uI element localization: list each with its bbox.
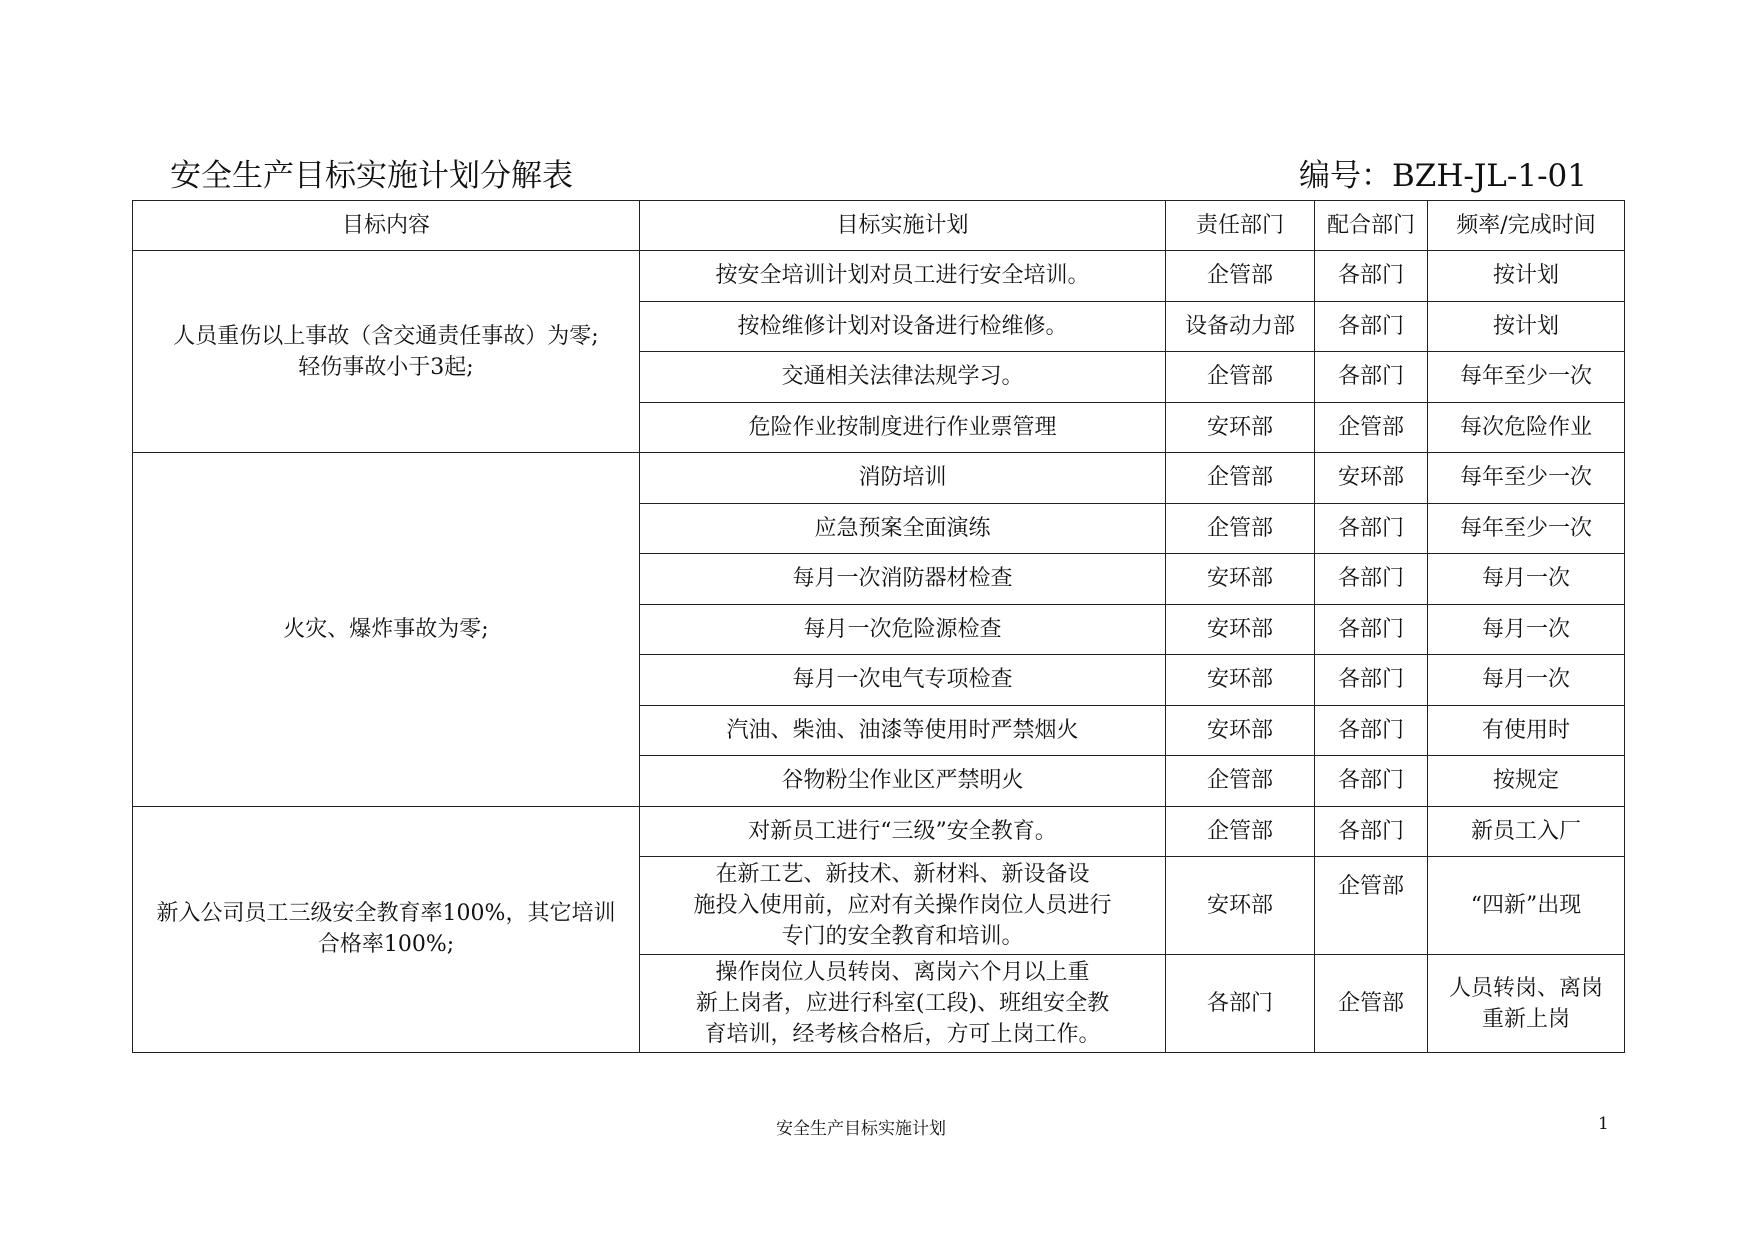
plan-cell <box>640 857 1166 955</box>
goal-cell <box>133 453 640 807</box>
page-number: 1 <box>1598 1114 1609 1134</box>
freq-line: “四新”出现 <box>1470 893 1582 918</box>
freq-cell <box>1428 806 1625 857</box>
coop-cell: 企管部 <box>1315 402 1428 453</box>
plan-cell: 按安全培训计划对员工进行安全培训。 <box>640 251 1166 302</box>
coop-cell: 企管部 <box>1315 857 1428 955</box>
dept-cell: 企管部 <box>1166 756 1315 807</box>
freq-cell: 每月一次 <box>1428 554 1625 605</box>
freq-cell <box>1428 857 1625 955</box>
header-freq: 频率/完成时间 <box>1428 201 1625 251</box>
freq-cell: 每年至少一次 <box>1428 453 1625 504</box>
freq-cell <box>1428 955 1625 1053</box>
coop-cell: 安环部 <box>1315 453 1428 504</box>
plan-cell <box>640 955 1166 1053</box>
freq-cell: 有使用时 <box>1428 705 1625 756</box>
dept-cell: 企管部 <box>1166 352 1315 403</box>
freq-line: 人员转岗、离岗 <box>1448 975 1603 1001</box>
freq-cell: 按计划 <box>1428 301 1625 352</box>
footer-text: 安全生产目标实施计划 <box>776 1119 946 1139</box>
table-row <box>133 453 1625 504</box>
coop-cell: 各部门 <box>1315 756 1428 807</box>
goal-cell <box>133 251 640 453</box>
plan-cell: 谷物粉尘作业区严禁明火 <box>640 756 1166 807</box>
document-title: 安全生产目标实施计划分解表 <box>170 158 573 194</box>
plan-line: 育培训，经考核合格后，方可上岗工作。 <box>704 1022 1101 1047</box>
coop-cell: 各部门 <box>1315 503 1428 554</box>
coop-cell: 各部门 <box>1315 301 1428 352</box>
plan-cell: 应急预案全面演练 <box>640 503 1166 554</box>
plan-cell: 每月一次消防器材检查 <box>640 554 1166 605</box>
plan-cell: 汽油、柴油、油漆等使用时严禁烟火 <box>640 705 1166 756</box>
goal-line: 新入公司员工三级安全教育率100%，其它培训 <box>156 901 616 927</box>
dept-cell: 安环部 <box>1166 655 1315 706</box>
coop-cell: 各部门 <box>1315 705 1428 756</box>
plan-line: 操作岗位人员转岗、离岗六个月以上重 <box>715 960 1090 985</box>
safety-plan-table <box>132 200 1625 1053</box>
header-coop: 配合部门 <box>1315 201 1428 251</box>
dept-cell: 安环部 <box>1166 554 1315 605</box>
plan-cell: 每月一次危险源检查 <box>640 604 1166 655</box>
freq-cell: 每年至少一次 <box>1428 352 1625 403</box>
dept-cell: 安环部 <box>1166 604 1315 655</box>
goal-line: 轻伤事故小于3起; <box>298 354 474 380</box>
plan-cell: 交通相关法律法规学习。 <box>640 352 1166 403</box>
table-row <box>133 806 1625 857</box>
plan-cell <box>640 806 1166 857</box>
freq-line: 新员工入厂 <box>1470 818 1581 844</box>
freq-cell: 每次危险作业 <box>1428 402 1625 453</box>
freq-cell: 按规定 <box>1428 756 1625 807</box>
dept-cell: 安环部 <box>1166 857 1315 955</box>
coop-cell: 各部门 <box>1315 352 1428 403</box>
freq-cell: 按计划 <box>1428 251 1625 302</box>
plan-cell: 危险作业按制度进行作业票管理 <box>640 402 1166 453</box>
plan-cell: 按检维修计划对设备进行检维修。 <box>640 301 1166 352</box>
table-row <box>133 251 1625 302</box>
freq-cell: 每月一次 <box>1428 655 1625 706</box>
goal-line: 合格率100%; <box>317 932 455 958</box>
plan-line: 专门的安全教育和培训。 <box>781 924 1024 949</box>
header-dept: 责任部门 <box>1166 201 1315 251</box>
coop-cell: 各部门 <box>1315 554 1428 605</box>
dept-cell: 设备动力部 <box>1166 301 1315 352</box>
coop-cell: 各部门 <box>1315 604 1428 655</box>
dept-cell: 企管部 <box>1166 806 1315 857</box>
plan-line: 在新工艺、新技术、新材料、新设备设 <box>715 862 1090 887</box>
coop-cell: 各部门 <box>1315 655 1428 706</box>
goal-line: 火灾、爆炸事故为零; <box>283 616 489 642</box>
freq-cell: 每年至少一次 <box>1428 503 1625 554</box>
plan-cell: 消防培训 <box>640 453 1166 504</box>
header-plan: 目标实施计划 <box>640 201 1166 251</box>
goal-cell <box>133 806 640 1053</box>
plan-cell: 每月一次电气专项检查 <box>640 655 1166 706</box>
dept-cell: 安环部 <box>1166 705 1315 756</box>
freq-cell: 每月一次 <box>1428 604 1625 655</box>
coop-cell: 各部门 <box>1315 806 1428 857</box>
dept-cell: 企管部 <box>1166 503 1315 554</box>
dept-cell: 企管部 <box>1166 453 1315 504</box>
dept-cell: 企管部 <box>1166 251 1315 302</box>
document-code: 编号：BZH-JL-1-01 <box>1299 158 1587 194</box>
header-goal: 目标内容 <box>133 201 640 251</box>
goal-line: 人员重伤以上事故（含交通责任事故）为零; <box>173 323 599 349</box>
coop-cell: 各部门 <box>1315 251 1428 302</box>
dept-cell: 安环部 <box>1166 402 1315 453</box>
table-header-row <box>133 201 1625 251</box>
plan-line: 对新员工进行“三级”安全教育。 <box>748 818 1057 844</box>
dept-cell: 各部门 <box>1166 955 1315 1053</box>
plan-line: 施投入使用前，应对有关操作岗位人员进行 <box>693 893 1112 918</box>
coop-cell: 企管部 <box>1315 955 1428 1053</box>
plan-line: 新上岗者，应进行科室(工段)、班组安全教 <box>695 991 1110 1016</box>
freq-line: 重新上岗 <box>1481 1006 1570 1032</box>
